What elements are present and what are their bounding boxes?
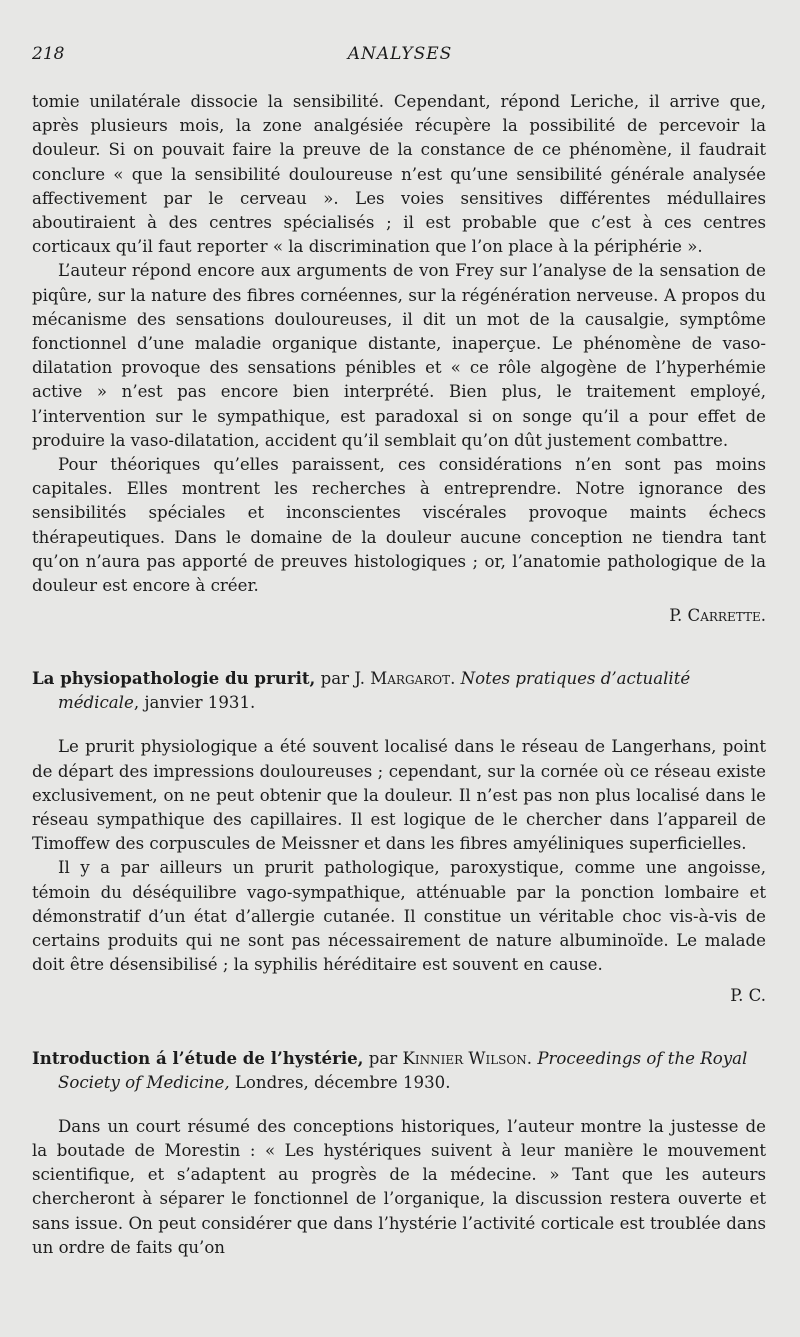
publication-date: , janvier 1931.	[133, 693, 256, 713]
journal-name: Notes pratiques d’actualité médicale	[58, 669, 691, 713]
review-prurit	[32, 666, 766, 1007]
paragraph: tomie unilatérale dissocie la sensibilité. Cependant, répond Leriche, il arrive que, après plusieurs mois, la zone analgésiée récupère la possibilité de percevoir la douleur. Si on pouvait faire la preuve de la constance de ce phénomène, il faudrait conclure « que la sensibilité douloureuse n’est qu’une sensibilité générale analysée affectivement par le cerveau ». Les voies sensitives différentes médullaires aboutiraient à des centres spécialisés ; il est probable que c’est à ces centres corticaux qu’il faut reporter « la discrimination que l’on place à la périphérie ».	[32, 92, 766, 257]
page-number: 218	[32, 44, 65, 64]
paragraph: Pour théoriques qu’elles paraissent, ces considérations n’en sont pas moins capitales. Elles montrent les recherches à entreprendre. Notre ignorance des sensibilités spéciales et inconscientes viscérales provoque maints échecs thérapeutiques. Dans le domaine de la douleur aucune conception ne tiendra tant qu’on n’aura pas apporté de preuves histologiques ; or, l’anatomie pathologique de la douleur est encore à créer.	[32, 455, 766, 596]
signature: P. Carrette.	[669, 606, 766, 626]
by-text: par	[363, 1048, 403, 1068]
article-title-text: La physiopathologie du prurit,	[32, 668, 316, 689]
review-body	[32, 735, 766, 977]
separator: .	[450, 669, 461, 689]
paragraph: Dans un court résumé des conceptions historiques, l’auteur montre la justesse de la boutade de Morestin : « Les hystériques suivent à leur manière le mouvement scientifique, et s’adaptent au progrès de la médecine. » Tant que les auteurs chercheront à séparer le fonctionnel de l’organique, la discussion restera ouverte et sans issue. On peut considérer que dans l’hystérie l’activité corticale est troublée dans un ordre de faits qu’on	[32, 1116, 766, 1257]
paragraph: L’auteur répond encore aux arguments de von Frey sur l’analyse de la sensation de piqûre, sur la nature des fibres cornéennes, sur la régénération nerveuse. A propos du mécanisme des sensations douloureuses, il dit un mot de la causalgie, symptôme fonctionnel d’une maladie organique distante, inaperçue. Le phénomène de vaso-dilatation provoque des sensations pénibles et « ce rôle algogène de l’hyperhémie active » n’est pas encore bien interprété. Bien plus, le traitement employé, l’intervention sur le sympathique, est paradoxal si on songe qu’il a pour effet de produire la vaso-dilatation, accident qu’il semblait qu’on dût justement combattre.	[32, 261, 766, 450]
author-name: Margarot	[370, 669, 451, 689]
paragraph: Il y a par ailleurs un prurit pathologique, paroxystique, comme une angoisse, témoin du déséquilibre vago-sympathique, atténuable par la ponction lombaire et démonstratif d’un état d’allergie cutanée. Il constitue un véritable choc vis-à-vis de certains produits qui ne sont pas nécessairement de nature albuminoïde. Le malade doit être désensibilisé ; la syphilis héréditaire est souvent en cause.	[32, 858, 766, 975]
publication-date: Londres, décembre 1930.	[229, 1072, 451, 1092]
article-title	[32, 666, 766, 715]
author-name: Kinnier Wilson	[402, 1048, 527, 1068]
page-header	[32, 44, 768, 72]
review-carrette	[32, 90, 766, 628]
journal-name: Proceedings of the Royal Society of Medicine,	[58, 1048, 748, 1092]
review-hysterie	[32, 1046, 766, 1260]
by-text: par J.	[315, 669, 371, 689]
signature: P. C.	[730, 985, 766, 1005]
article-title-text: Introduction á l’étude de l’hystérie,	[32, 1047, 364, 1068]
review-body	[32, 1115, 766, 1260]
page-content	[32, 90, 766, 1260]
running-head: ANALYSES	[347, 44, 453, 64]
paragraph: Le prurit physiologique a été souvent localisé dans le réseau de Langerhans, point de départ des impressions douloureuses ; cependant, sur la cornée où ce réseau existe exclusivement, on ne peut obtenir que la douleur. Il n’est pas non plus localisé dans le réseau sympathique des capillaires. Il est logique de le chercher dans l’appareil de Timoffew des corpuscules de Meissner et dans les fibres amyéliniques superficielles.	[32, 737, 766, 854]
separator: .	[526, 1048, 538, 1068]
article-title	[32, 1046, 766, 1095]
